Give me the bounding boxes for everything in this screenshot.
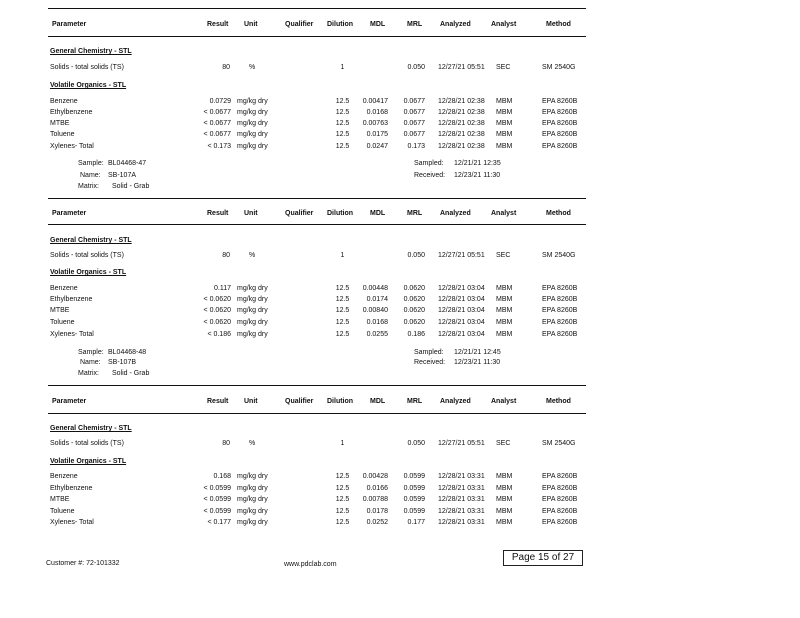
cell-mdl: 0.0178: [366, 508, 388, 515]
cell-param: Xylenes- Total: [50, 519, 94, 526]
cell-unit: mg/kg dry: [237, 143, 268, 150]
cell-analyst: MBM: [496, 143, 513, 150]
cell-result: < 0.177: [207, 519, 231, 526]
cell-mdl: 0.0175: [366, 131, 388, 138]
cell-analyzed: 12/28/21 02:38: [438, 143, 485, 150]
cell-mdl: 0.0247: [366, 143, 388, 150]
col-analyzed: Analyzed: [440, 21, 471, 28]
cell-mrl: 0.0677: [403, 131, 425, 138]
col-result: Result: [207, 21, 229, 28]
cell-result: < 0.0599: [203, 485, 231, 492]
cell-analyst: MBM: [496, 473, 513, 480]
cell-method: EPA 8260B: [542, 319, 578, 326]
cell-mdl: 0.00417: [362, 98, 388, 105]
cell-analyzed: 12/28/21 02:38: [438, 109, 485, 116]
cell-param: Ethylbenzene: [50, 485, 93, 492]
section-general-chemistry: General Chemistry - STL: [50, 237, 132, 244]
cell-analyzed: 12/28/21 03:04: [438, 296, 485, 303]
page-indicator: Page 15 of 27: [503, 550, 583, 566]
cell-dil: 12.5: [335, 473, 350, 480]
cell-dil: 12.5: [335, 307, 350, 314]
cell-analyst: MBM: [496, 296, 513, 303]
cell-dil: 12.5: [335, 120, 350, 127]
cell-unit: mg/kg dry: [237, 131, 268, 138]
cell-mrl: 0.173: [407, 143, 425, 150]
cell-mdl: 0.00428: [362, 473, 388, 480]
section-volatile-organics: Volatile Organics - STL: [50, 82, 127, 89]
col-unit: Unit: [244, 21, 258, 28]
cell-dil: 12.5: [335, 296, 350, 303]
cell-result: < 0.0677: [203, 109, 231, 116]
cell-analyzed: 12/28/21 03:04: [438, 285, 485, 292]
website-link[interactable]: www.pdclab.com: [284, 561, 337, 568]
cell-mrl: 0.0599: [403, 496, 425, 503]
section-volatile-organics: Volatile Organics - STL: [50, 269, 127, 276]
cell-method: EPA 8260B: [542, 485, 578, 492]
cell-method: EPA 8260B: [542, 109, 578, 116]
block1-top-divider: [48, 198, 586, 199]
col-mdl: MDL: [370, 21, 386, 28]
cell-analyzed: 12/28/21 03:04: [438, 331, 485, 338]
cell-method: EPA 8260B: [542, 331, 578, 338]
cell-method: EPA 8260B: [542, 508, 578, 515]
cell-unit: mg/kg dry: [237, 485, 268, 492]
cell-mdl: 0.0168: [366, 109, 388, 116]
cell-result: < 0.0599: [203, 496, 231, 503]
cell-analyst: MBM: [496, 319, 513, 326]
col-method: Method: [546, 21, 571, 28]
cell-method: EPA 8260B: [542, 496, 578, 503]
section-general-chemistry: General Chemistry - STL: [50, 48, 132, 55]
cell-result: < 0.0620: [203, 319, 231, 326]
cell-result: < 0.0677: [203, 131, 231, 138]
cell-analyzed: 12/28/21 03:04: [438, 307, 485, 314]
col-parameter: Parameter: [52, 21, 87, 28]
cell-param: MTBE: [50, 307, 70, 314]
cell-analyzed: 12/28/21 03:31: [438, 473, 485, 480]
cell-dil: 12.5: [335, 98, 350, 105]
cell-dil: 12.5: [335, 285, 350, 292]
cell-mdl: 0.00448: [362, 285, 388, 292]
cell-analyzed: 12/28/21 03:31: [438, 508, 485, 515]
cell-mrl: 0.0620: [403, 319, 425, 326]
col-mrl: MRL: [407, 21, 423, 28]
cell-mdl: 0.00763: [362, 120, 388, 127]
cell-result: < 0.186: [207, 331, 231, 338]
cell-dil: 12.5: [335, 496, 350, 503]
cell-param: Toluene: [50, 131, 75, 138]
cell-mdl: 0.0174: [366, 296, 388, 303]
cell-method: EPA 8260B: [542, 519, 578, 526]
cell-unit: mg/kg dry: [237, 496, 268, 503]
cell-param: Benzene: [50, 285, 78, 292]
cell-result: < 0.0620: [203, 307, 231, 314]
cell-result: < 0.0599: [203, 508, 231, 515]
cell-mrl: 0.0677: [403, 109, 425, 116]
cell-mrl: 0.0677: [403, 120, 425, 127]
cell-mrl: 0.186: [407, 331, 425, 338]
cell-param: Xylenes- Total: [50, 331, 94, 338]
cell-mrl: 0.0599: [403, 485, 425, 492]
cell-dil: 12.5: [335, 131, 350, 138]
cell-param: MTBE: [50, 120, 70, 127]
cell-mdl: 0.0166: [366, 485, 388, 492]
cell-mrl: 0.0599: [403, 473, 425, 480]
col-qualifier: Qualifier: [285, 21, 314, 28]
cell-unit: mg/kg dry: [237, 319, 268, 326]
cell-method: EPA 8260B: [542, 285, 578, 292]
cell-mrl: 0.0677: [403, 98, 425, 105]
cell-mrl: 0.0620: [403, 307, 425, 314]
cell-analyst: MBM: [496, 285, 513, 292]
cell-method: EPA 8260B: [542, 98, 578, 105]
cell-dil: 12.5: [335, 109, 350, 116]
cell-mdl: 0.00788: [362, 496, 388, 503]
cell-param: Toluene: [50, 319, 75, 326]
cell-method: EPA 8260B: [542, 120, 578, 127]
cell-analyst: MBM: [496, 485, 513, 492]
cell-method: EPA 8260B: [542, 296, 578, 303]
cell-analyst: MBM: [496, 131, 513, 138]
cell-param: Ethylbenzene: [50, 109, 93, 116]
cell-analyst: MBM: [496, 98, 513, 105]
cell-result: 0.0729: [209, 98, 231, 105]
cell-unit: mg/kg dry: [237, 98, 268, 105]
cell-analyzed: 12/28/21 02:38: [438, 98, 485, 105]
cell-unit: mg/kg dry: [237, 331, 268, 338]
cell-unit: mg/kg dry: [237, 285, 268, 292]
cell-param: Toluene: [50, 508, 75, 515]
cell-dil: 12.5: [335, 331, 350, 338]
cell-unit: mg/kg dry: [237, 109, 268, 116]
cell-analyzed: 12/28/21 02:38: [438, 120, 485, 127]
cell-param: MTBE: [50, 496, 70, 503]
cell-dil: 12.5: [335, 319, 350, 326]
cell-method: EPA 8260B: [542, 307, 578, 314]
cell-mrl: 0.0620: [403, 296, 425, 303]
cell-param: Benzene: [50, 98, 78, 105]
cell-unit: mg/kg dry: [237, 120, 268, 127]
block2-top-divider: [48, 385, 586, 386]
block1-header-divider: [48, 224, 586, 225]
cell-mdl: 0.0252: [366, 519, 388, 526]
header-divider: [48, 36, 586, 37]
cell-analyzed: 12/28/21 03:31: [438, 485, 485, 492]
cell-analyst: MBM: [496, 519, 513, 526]
cell-mrl: 0.0599: [403, 508, 425, 515]
cell-mrl: 0.177: [407, 519, 425, 526]
cell-dil: 12.5: [335, 508, 350, 515]
block2-header-divider: [48, 413, 586, 414]
cell-result: < 0.173: [207, 143, 231, 150]
col-analyst: Analyst: [491, 21, 517, 28]
top-divider: [48, 8, 586, 9]
cell-param: Xylenes- Total: [50, 143, 94, 150]
cell-method: EPA 8260B: [542, 131, 578, 138]
cell-analyst: MBM: [496, 120, 513, 127]
cell-analyst: MBM: [496, 496, 513, 503]
cell-dil: 12.5: [335, 485, 350, 492]
cell-dil: 12.5: [335, 519, 350, 526]
section-volatile-organics: Volatile Organics - STL: [50, 458, 127, 465]
cell-unit: mg/kg dry: [237, 296, 268, 303]
cell-method: EPA 8260B: [542, 143, 578, 150]
cell-param: Ethylbenzene: [50, 296, 93, 303]
customer-number: Customer #: 72-101332: [46, 560, 120, 567]
cell-mdl: 0.0255: [366, 331, 388, 338]
cell-dil: 12.5: [335, 143, 350, 150]
col-dilution: Dilution: [327, 21, 354, 28]
cell-analyzed: 12/28/21 03:31: [438, 496, 485, 503]
cell-analyst: MBM: [496, 109, 513, 116]
cell-mdl: 0.0168: [366, 319, 388, 326]
cell-unit: mg/kg dry: [237, 508, 268, 515]
cell-result: < 0.0620: [203, 296, 231, 303]
cell-analyst: MBM: [496, 508, 513, 515]
cell-param: Benzene: [50, 473, 78, 480]
cell-analyst: MBM: [496, 331, 513, 338]
cell-unit: mg/kg dry: [237, 307, 268, 314]
cell-analyzed: 12/28/21 03:31: [438, 519, 485, 526]
cell-unit: mg/kg dry: [237, 519, 268, 526]
cell-mrl: 0.0620: [403, 285, 425, 292]
cell-result: 0.168: [213, 473, 231, 480]
cell-analyst: MBM: [496, 307, 513, 314]
section-general-chemistry: General Chemistry - STL: [50, 425, 132, 432]
cell-analyzed: 12/28/21 02:38: [438, 131, 485, 138]
cell-result: < 0.0677: [203, 120, 231, 127]
cell-analyzed: 12/28/21 03:04: [438, 319, 485, 326]
cell-mdl: 0.00840: [362, 307, 388, 314]
cell-result: 0.117: [214, 285, 231, 292]
cell-method: EPA 8260B: [542, 473, 578, 480]
cell-unit: mg/kg dry: [237, 473, 268, 480]
